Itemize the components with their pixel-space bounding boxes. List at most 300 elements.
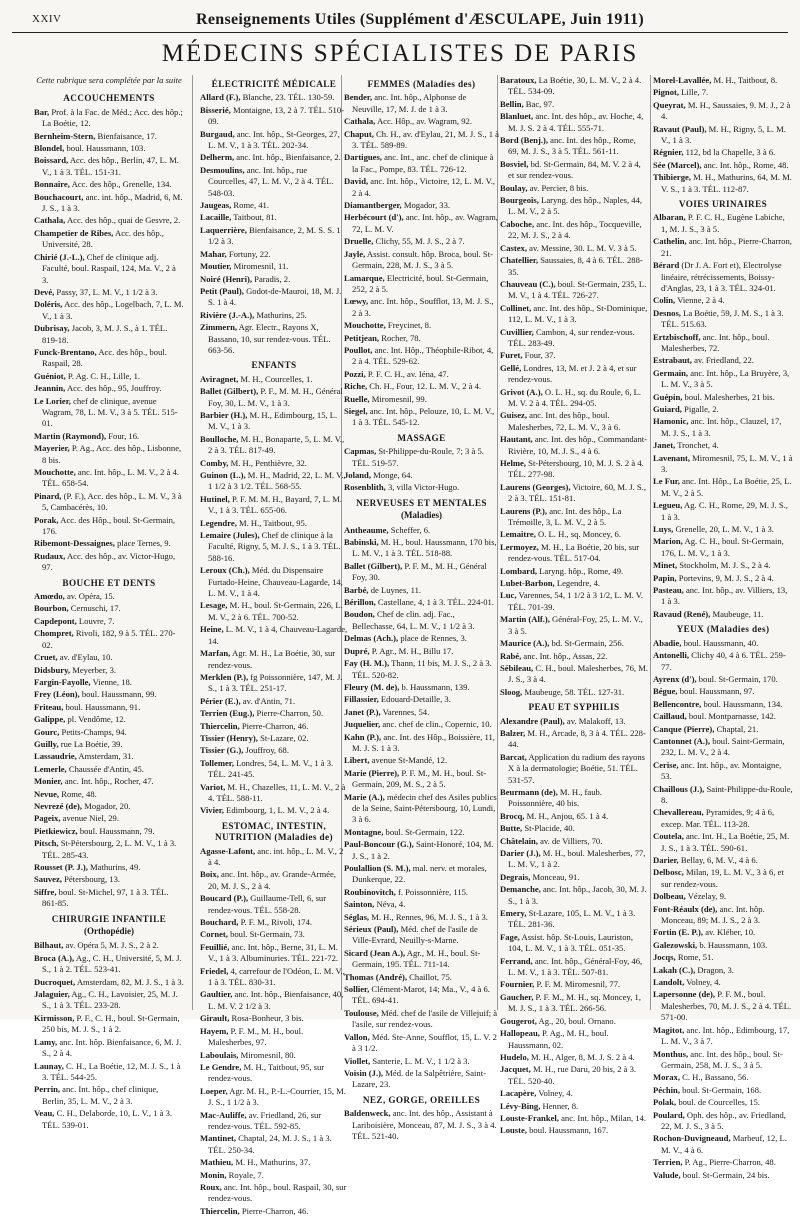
- doctor-details: anc. Int. hôp., av. Wagram, 72, L. M. V.: [352, 212, 498, 234]
- section-heading: ENFANTS: [251, 360, 297, 371]
- doctor-name: Gaultier,: [200, 989, 233, 1000]
- doctor-details: Acc. des hôp., Université, 28.: [42, 227, 164, 250]
- doctor-details: Acc. des hôp., quai de Gesvre, 2.: [65, 215, 181, 226]
- doctor-entry: [34, 155, 184, 178]
- doctor-entry: [500, 542, 648, 565]
- doctor-entry: [34, 515, 184, 538]
- doctor-entry: [344, 446, 499, 469]
- doctor-name: Martin (Raymond),: [34, 430, 107, 441]
- doctor-name: Pageix,: [34, 813, 61, 824]
- doctor-entry: [500, 350, 648, 361]
- doctor-details: anc. Int. Hôp., La Boétie, 25, L. M. V., 2 à 5.: [661, 476, 792, 498]
- doctor-details: M. H., Mathurins, 64, M. M. V. S., 1 à 3. TÉL. 112-87.: [661, 172, 792, 194]
- doctor-name: Rosenblith,: [344, 482, 386, 493]
- doctor-entry: [200, 942, 348, 965]
- doctor-entry: [34, 1108, 184, 1131]
- doctor-details: Rivoli, 182, 9 à 5. TÉL. 270-02.: [42, 628, 176, 650]
- doctor-name: Cerise,: [653, 759, 679, 770]
- doctor-entry: [500, 1064, 648, 1087]
- doctor-details: Four, 16.: [106, 430, 140, 441]
- section-heading: NEZ, GORGE, OREILLES: [362, 1094, 481, 1105]
- section-heading: MASSAGE: [397, 432, 446, 443]
- doctor-entry: [34, 131, 184, 142]
- doctor-name: Hautant,: [500, 434, 533, 445]
- doctor-details: La Boétie, 59, J. M. S., 1 à 3. TÉL. 515.63.: [661, 307, 784, 330]
- doctor-details: Legendre, 4.: [554, 578, 601, 589]
- doctor-name: Louste-Frankel,: [500, 1112, 559, 1123]
- doctor-details: boul. St-Michel, 97, 1 à 3. TÉL. 861-85.: [42, 886, 169, 909]
- doctor-entry: [500, 387, 648, 410]
- doctor-name: Cruet,: [34, 652, 58, 663]
- doctor-name: Antheaume,: [344, 524, 389, 535]
- doctor-entry: [200, 518, 348, 529]
- section-heading: PEAU ET SYPHILIS: [528, 702, 620, 713]
- doctor-details: anc. Int. hôp., Clauzel, 17, M. J. S., 1 à 3.: [661, 416, 782, 438]
- doctor-name: Lubet-Barbon,: [500, 578, 555, 589]
- doctor-name: Guisez,: [500, 410, 527, 421]
- doctor-details: Chaptal, 21.: [714, 723, 759, 734]
- doctor-details: Ag., C. H., Université, 5, M. J. S., 1 à 2. TÉL. 523-41.: [42, 952, 182, 975]
- doctor-entry: [200, 1013, 348, 1024]
- doctor-details: M. H., Saussaies, 9. M. J., 2 à 4.: [661, 99, 791, 122]
- doctor-name: Janet (P.),: [344, 706, 381, 717]
- doctor-name: Péchin,: [653, 1084, 680, 1095]
- doctor-entry: [344, 200, 499, 211]
- doctor-name: Moutier,: [200, 261, 232, 272]
- doctor-details: Vienne, 18.: [90, 676, 132, 687]
- doctor-details: Agr. M. H., La Boétie, 30, sur rendez-vous.: [208, 648, 336, 670]
- doctor-entry: [34, 940, 184, 951]
- doctor-name: Sollier,: [344, 984, 370, 995]
- doctor-name: Albaran,: [653, 212, 686, 223]
- doctor-entry: [344, 792, 499, 826]
- doctor-details: Guillaume-Tell, 6, sur rendez-vous. TÉL. 558-28.: [208, 893, 327, 915]
- doctor-details: Mogador, 20.: [82, 800, 131, 811]
- doctor-name: Porak,: [34, 514, 59, 525]
- doctor-name: Terrien,: [653, 1157, 683, 1168]
- doctor-name: Boulloche,: [200, 433, 239, 444]
- doctor-name: Estrabaut,: [653, 355, 692, 366]
- doctor-details: boul. St-Germain, 168.: [679, 1084, 762, 1095]
- doctor-entry: [344, 345, 499, 368]
- doctor-name: Cathelin,: [653, 236, 687, 247]
- doctor-details: Acc. des hôp., av. Victor-Hugo, 97.: [42, 550, 176, 573]
- doctor-entry: [34, 665, 184, 676]
- doctor-details: Portevins, 9, M. J. S., 2 à 4.: [676, 572, 774, 583]
- doctor-details: Laryng. hôp., Rome, 49.: [537, 565, 624, 576]
- doctor-name: Fay (H. M.),: [344, 658, 390, 669]
- doctor-details: P. F. M. Miromesnil, 77.: [534, 979, 621, 990]
- doctor-details: P. F., M. M. H., Général Foy, 30, L. M. V., 1 à 3.: [208, 386, 343, 408]
- doctor-name: Allard (F.),: [200, 92, 241, 103]
- doctor-entry: [653, 124, 793, 147]
- section-subheading: (Orthopédie): [84, 926, 134, 937]
- doctor-entry: [653, 1170, 793, 1181]
- doctor-name: Marie (Pierre),: [344, 767, 400, 778]
- doctor-name: Blanluet,: [500, 111, 534, 122]
- doctor-name: Beurmann (de),: [500, 786, 558, 797]
- doctor-entry: [200, 1206, 348, 1217]
- doctor-entry: [500, 75, 648, 98]
- doctor-details: Pigalle, 2.: [681, 403, 719, 414]
- doctor-details: Méd. chef de l'asile de Ville-Evrard, Neuilly-s-Marne.: [352, 924, 478, 946]
- doctor-entry: [34, 801, 184, 812]
- doctor-name: Launay,: [34, 1060, 64, 1071]
- doctor-name: Pignot,: [653, 87, 680, 98]
- doctor-name: Mantinet,: [200, 1133, 237, 1144]
- doctor-name: Barcat,: [500, 751, 527, 762]
- doctor-name: Babinski,: [344, 537, 379, 548]
- doctor-entry: [653, 1133, 793, 1156]
- doctor-entry: [653, 760, 793, 783]
- doctor-details: C. H., boul. Malesherbes, 76, M. J. S., 3 à 4.: [508, 662, 648, 685]
- doctor-details: Miromesnil, 80.: [238, 1049, 296, 1060]
- doctor-entry: [34, 443, 184, 466]
- doctor-details: M. H., Bonaparte, 5, L. M. V., 2 à 3. TÉL. 817-49.: [208, 433, 345, 456]
- doctor-name: Kirmisson,: [34, 1012, 75, 1023]
- doctor-entry: [200, 648, 348, 671]
- doctor-entry: [500, 111, 648, 134]
- doctor-entry: [34, 603, 184, 614]
- doctor-name: Sérieux (Paul),: [344, 924, 399, 935]
- doctor-details: P. F. M., boul. Malesherbes, 70, M. J. S., 2 à 4. TÉL. 571-00.: [661, 989, 792, 1023]
- doctor-entry: [500, 872, 648, 883]
- doctor-entry: [344, 470, 499, 481]
- doctor-details: Bienfaisance, 2, M. S. S. 1 1/2 à 3.: [208, 224, 341, 247]
- doctor-entry: [500, 1016, 648, 1027]
- column-5: [653, 75, 793, 1180]
- doctor-name: Toulouse,: [344, 1007, 379, 1018]
- doctor-entry: [500, 363, 648, 386]
- doctor-details: Général-Foy, 25, L. M. V., 3 à 5.: [508, 614, 643, 636]
- doctor-entry: [500, 1052, 648, 1063]
- doctor-details: Méd. du Dispensaire Furtado-Heine, Chauveau-Lagarde, 14, L. M. V., 1 à 4.: [208, 565, 343, 599]
- doctor-details: rue La Boétie, 39.: [58, 738, 123, 749]
- doctor-entry: [34, 396, 184, 430]
- doctor-entry: [344, 633, 499, 644]
- doctor-details: Rome, 48.: [59, 788, 97, 799]
- doctor-details: anc. Int. hôp., Alphonse de Neuville, 17, M. J. de 1 à 3.: [352, 92, 467, 114]
- doctor-name: Hutinel,: [200, 493, 230, 504]
- doctor-details: anc. Int. des hôp., av. Hoche, 4, M. J. S. 2 à 4. TÉL. 555-71.: [508, 111, 644, 133]
- doctor-name: Chirié (J.-L.),: [34, 251, 85, 262]
- doctor-details: b. Haussmann, 103.: [697, 939, 768, 950]
- doctor-name: Lévy-Bing,: [500, 1100, 541, 1111]
- doctor-name: Poulallion (S. M.),: [344, 863, 411, 873]
- doctor-details: Mogador, 33.: [401, 200, 451, 211]
- doctor-name: Roux,: [200, 1181, 222, 1192]
- doctor-name: Bonnaire,: [34, 179, 70, 190]
- doctor-details: Pierre-Charron, 46.: [239, 1205, 309, 1216]
- doctor-name: Bellin,: [500, 98, 524, 109]
- doctor-name: Montagne,: [344, 826, 384, 837]
- doctor-entry: [653, 807, 793, 830]
- doctor-name: Cantonnet (A.),: [653, 735, 711, 746]
- doctor-entry: [34, 1037, 184, 1060]
- doctor-name: Monier,: [34, 776, 63, 787]
- doctor-entry: [200, 782, 348, 805]
- doctor-name: Pinard,: [34, 490, 62, 501]
- doctor-name: Loeper,: [200, 1085, 228, 1096]
- doctor-name: Nevrezé (de),: [34, 800, 83, 811]
- doctor-details: Londres, 13, M. et J. 2 à 4, et sur rendez-vous.: [508, 362, 637, 385]
- doctor-details: b. Haussmann, 139.: [399, 681, 470, 692]
- doctor-name: Maurice (A.),: [500, 638, 550, 649]
- doctor-entry: [653, 332, 793, 355]
- doctor-details: av. de Villiers, 70.: [537, 835, 603, 846]
- doctor-details: Freycinet, 8.: [385, 320, 432, 331]
- doctor-details: Agr. M. H., P.-L.-Courrier, 15, M. J. S., 1 1/2 à 3.: [208, 1085, 346, 1108]
- doctor-name: Agasse-Lafont,: [200, 845, 256, 856]
- doctor-name: Lamarque,: [344, 272, 385, 283]
- doctor-entry: [200, 212, 348, 223]
- doctor-name: Bérillon,: [344, 597, 376, 608]
- doctor-name: Libert,: [344, 755, 370, 766]
- doctor-details: Rosa-Bonheur, 3 bis.: [229, 1013, 304, 1024]
- doctor-entry: [200, 494, 348, 517]
- doctor-entry: [653, 609, 793, 620]
- doctor-entry: [34, 107, 184, 130]
- doctor-entry: [653, 1157, 793, 1168]
- doctor-entry: [653, 965, 793, 976]
- doctor-entry: [34, 323, 184, 346]
- doctor-details: Rome, 41.: [231, 200, 269, 211]
- doctor-entry: [200, 434, 348, 457]
- doctor-entry: [653, 784, 793, 807]
- doctor-entry: [500, 687, 648, 698]
- doctor-details: Acc. des hôp., boul. Raspail, 28.: [42, 346, 167, 369]
- doctor-entry: [200, 225, 348, 248]
- doctor-details: anc. Int. des hôp., Tocqueville, 22, M. J. S., 2 à 4.: [508, 218, 642, 241]
- doctor-entry: [500, 506, 648, 529]
- doctor-details: O. L. H., sq. du Roule, 6, L. M. V. 2 à 4. TÉL. 294-05.: [508, 386, 642, 408]
- doctor-name: Degrais,: [500, 871, 531, 882]
- doctor-name: Helme,: [500, 458, 527, 468]
- doctor-details: boul. Haussmann, 91.: [63, 701, 141, 712]
- doctor-details: anc. Int. hôp., Assas, 22.: [521, 650, 608, 661]
- doctor-details: anc. Int. des hôp., Assistant à Lariboisière, Monceau, 87, M. J. S., 3 à 4. TÉL. 521-40.: [352, 1108, 497, 1141]
- doctor-name: Friteau,: [34, 701, 64, 712]
- doctor-entry: [344, 537, 499, 560]
- doctor-details: Varennes, 54.: [380, 706, 430, 717]
- doctor-entry: [500, 836, 648, 847]
- doctor-name: Jacquet,: [500, 1064, 531, 1075]
- doctor-name: Régnier,: [653, 147, 684, 158]
- doctor-details: anc. Int., anc. chef de clinique à la Fac., Pompe, 83. TÉL. 726-12.: [352, 152, 494, 174]
- doctor-details: St-Lazare, 02.: [257, 732, 309, 743]
- doctor-name: Dartigues,: [344, 152, 382, 163]
- doctor-entry: [653, 524, 793, 535]
- doctor-entry: [653, 147, 793, 158]
- doctor-details: Thann, 11 bis, M. J. S., 2 à 3. TÉL. 520-82.: [352, 658, 492, 680]
- doctor-details: bd. St-Germain, 84, M. V. 2 à 4, et sur rendez-vous.: [508, 158, 641, 181]
- doctor-details: anc. Int. hôp., chef clinique, Berlin, 35, L. M. V., 2 à 3.: [42, 1084, 159, 1106]
- doctor-entry: [200, 966, 348, 989]
- doctor-entry: [653, 573, 793, 584]
- doctor-name: Delbosc,: [653, 867, 684, 878]
- doctor-entry: [34, 467, 184, 490]
- doctor-entry: [653, 711, 793, 722]
- doctor-details: Royale, 7.: [226, 1169, 264, 1180]
- doctor-details: 4, carrefour de l'Odéon, L. M. V., 1 à 3. TÉL. 830-31.: [208, 965, 345, 988]
- doctor-details: Acc. des hôp., 95, Jouffroy.: [65, 383, 162, 394]
- doctor-entry: [200, 893, 348, 916]
- doctor-details: anc. Int. hôp., Milan, 14.: [558, 1112, 647, 1123]
- doctor-details: Louvre, 7.: [76, 615, 115, 626]
- section-subheading: (Maladies): [401, 510, 442, 521]
- doctor-entry: [500, 716, 648, 727]
- doctor-details: Rocher, 78.: [379, 332, 421, 343]
- doctor-details: f. Poissonnière, 115.: [395, 886, 469, 897]
- doctor-details: M. H., rue Daru, 20 bis, 2 à 3. TÉL. 520-40.: [508, 1064, 637, 1086]
- doctor-name: Lemaitre,: [500, 529, 536, 540]
- doctor-name: Papin,: [653, 572, 677, 583]
- doctor-name: Boudon,: [344, 609, 375, 620]
- doctor-details: av. d'Antin, 71.: [240, 695, 296, 706]
- section-heading: ESTOMAC, INTESTIN, NUTRITION (Maladies de): [215, 820, 333, 843]
- doctor-entry: [344, 1032, 499, 1055]
- doctor-name: Monthus,: [653, 1048, 689, 1059]
- doctor-entry: [34, 977, 184, 988]
- doctor-entry: [344, 369, 499, 380]
- doctor-name: Bar,: [34, 106, 50, 117]
- doctor-details: Bellay, 6, M. V., 4 à 6.: [678, 855, 758, 865]
- doctor-details: anc. Int. hôp., boul. Malesherbes, 72.: [661, 331, 770, 353]
- doctor-name: Amœdo,: [34, 591, 65, 602]
- doctor-entry: [653, 404, 793, 415]
- doctor-name: Butte,: [500, 823, 523, 834]
- doctor-entry: [344, 719, 499, 730]
- doctor-details: anc. int. hôp., Madrid, 6, M. J. S., 1 à 3.: [42, 191, 183, 214]
- doctor-name: Thiercelin,: [200, 1205, 240, 1216]
- doctor-entry: [200, 805, 348, 816]
- doctor-name: Abadie,: [653, 637, 682, 648]
- doctor-name: Guinon (L.),: [200, 470, 246, 480]
- doctor-entry: [34, 862, 184, 873]
- doctor-name: Cornet,: [200, 929, 228, 940]
- doctor-details: anc. int. hôp., L. M. V., 2 à 4.: [208, 845, 344, 867]
- doctor-details: Clichy 40, 4 à 6. TÉL. 259-77.: [661, 650, 786, 672]
- doctor-details: anc. Int. des hôp., boul. St-Germain, 258, M. J. S., 3 à 5.: [661, 1048, 783, 1070]
- doctor-details: anc. Int. hôp., Edimbourg, 17, L. M. V., 3 à 7.: [661, 1024, 790, 1047]
- doctor-name: Cathala,: [34, 215, 66, 226]
- doctor-entry: [200, 917, 348, 928]
- doctor-details: St-Lazare, 105, L. M. V., 1 à 3. TÉL. 281-36.: [508, 908, 636, 930]
- section-heading: ACCOUCHEMENTS: [63, 93, 155, 104]
- doctor-entry: [34, 874, 184, 885]
- doctor-entry: [200, 530, 348, 564]
- doctor-details: mal. nerv. et morales, Dunkerque, 22.: [352, 863, 487, 885]
- doctor-name: Boucard (P.),: [200, 893, 249, 904]
- doctor-name: Séglas,: [344, 911, 370, 922]
- doctor-entry: [344, 320, 499, 331]
- doctor-name: Galezowski,: [653, 939, 698, 950]
- doctor-entry: [344, 887, 499, 898]
- doctor-name: Devé,: [34, 286, 55, 297]
- doctor-details: Laryng. des hôp., Naples, 44, L. M. V., 2 à 5.: [508, 195, 643, 217]
- doctor-entry: [34, 776, 184, 787]
- doctor-name: Demanche,: [500, 884, 541, 895]
- doctor-entry: [200, 624, 348, 647]
- doctor-details: Agr., M. H., boul. St-Germain, 195. TÉL. 711-14.: [352, 947, 481, 970]
- doctor-entry: [200, 672, 348, 695]
- doctor-entry: [500, 255, 648, 278]
- doctor-entry: [344, 755, 499, 766]
- doctor-name: Lavenant,: [653, 452, 691, 463]
- doctor-details: P. F. M., M. H., Général Foy, 30.: [352, 560, 487, 583]
- doctor-details: L. M. V., 1 à 4, Chauveau-Lagarde, 14.: [208, 624, 348, 646]
- doctor-details: Amsterdam, 31.: [76, 751, 134, 762]
- doctor-name: Chaillous (J.),: [653, 783, 705, 794]
- doctor-details: Néva, 4.: [374, 899, 406, 910]
- doctor-entry: [653, 1049, 793, 1072]
- doctor-name: Thiercelin,: [200, 720, 240, 731]
- doctor-entry: [344, 381, 499, 392]
- doctor-entry: [653, 638, 793, 649]
- doctor-entry: [34, 764, 184, 775]
- section-heading: CHIRURGIE INFANTILE: [51, 913, 167, 924]
- doctor-entry: [500, 410, 648, 433]
- doctor-name: Rabé,: [500, 650, 522, 661]
- doctor-details: Volney, 4.: [684, 977, 721, 988]
- doctor-name: Pozzi,: [344, 368, 366, 379]
- doctor-name: Comby,: [200, 457, 229, 468]
- doctor-entry: [200, 600, 348, 623]
- doctor-details: avenue St-Mandé, 12.: [369, 755, 448, 766]
- doctor-name: Cuvillier,: [500, 326, 534, 337]
- doctor-name: Emery,: [500, 908, 527, 919]
- doctor-details: O. L. H., sq. Moncey, 6.: [535, 529, 622, 540]
- running-title: Renseignements Utiles (Supplément d'ÆSCULAPE, Juin 1911): [196, 11, 644, 28]
- doctor-entry: [653, 236, 793, 259]
- doctor-name: Le Fur,: [653, 476, 680, 487]
- doctor-details: M. H., Madrid, 22, L. M. V., 1 1/2 à 3 1/2. TÉL. 568-55.: [208, 470, 346, 492]
- doctor-name: Ballet (Gilbert),: [200, 386, 259, 397]
- doctor-name: Thibierge,: [653, 172, 691, 183]
- doctor-name: Chatellier,: [500, 255, 539, 266]
- doctor-entry: [344, 609, 499, 632]
- doctor-entry: [200, 1170, 348, 1181]
- doctor-details: boul. St-Germain, 122.: [383, 826, 465, 837]
- doctor-details: M. H., faub. Poissonnière, 40 bis.: [508, 786, 602, 809]
- doctor-name: Bosviel,: [500, 158, 529, 169]
- doctor-entry: [34, 989, 184, 1012]
- doctor-details: Acc. Hôp., av. Wagram, 92.: [375, 116, 472, 127]
- doctor-name: Valude,: [653, 1169, 681, 1180]
- doctor-name: Laboulais,: [200, 1049, 239, 1060]
- doctor-entry: [500, 195, 648, 218]
- doctor-details: Assist. hôp. St-Louis, Lauriston, 104, L. M. V., 1 à 3. TÉL. 051-35.: [508, 931, 633, 954]
- doctor-details: av. d'Eylau, 10.: [57, 652, 113, 663]
- doctor-name: Didsbury,: [34, 664, 71, 675]
- doctor-name: Ducroquet,: [34, 976, 76, 987]
- doctor-details: anc. Int. hôp., av. Grande-Armée, 20, M. J. S., 2 à 4.: [208, 869, 336, 891]
- doctor-entry: [200, 1182, 348, 1205]
- doctor-details: anc. Int. des Hôp., Boissière, 11, M. J. S. 1 à 3.: [352, 731, 495, 753]
- doctor-entry: [34, 1061, 184, 1084]
- doctor-name: Canque (Pierre),: [653, 723, 715, 734]
- doctor-name: Lapersonne (de),: [653, 989, 716, 1000]
- doctor-details: anc. Int. hôp., La Bruyère, 3, L. M. V., 3 à 5.: [661, 367, 790, 390]
- doctor-details: boul. Haussmann, 40.: [681, 637, 759, 648]
- doctor-details: Chef de clinique à la Faculté, Rigny, 5, M. J. S., 1 à 3. TÉL. 588-16.: [208, 530, 341, 563]
- doctor-entry: [500, 1125, 648, 1136]
- doctor-name: Morel-Lavallée,: [653, 75, 712, 85]
- doctor-entry: [500, 614, 648, 637]
- doctor-entry: [344, 984, 499, 1007]
- doctor-name: Friedel,: [200, 965, 229, 976]
- doctor-name: Bourbon,: [34, 603, 69, 614]
